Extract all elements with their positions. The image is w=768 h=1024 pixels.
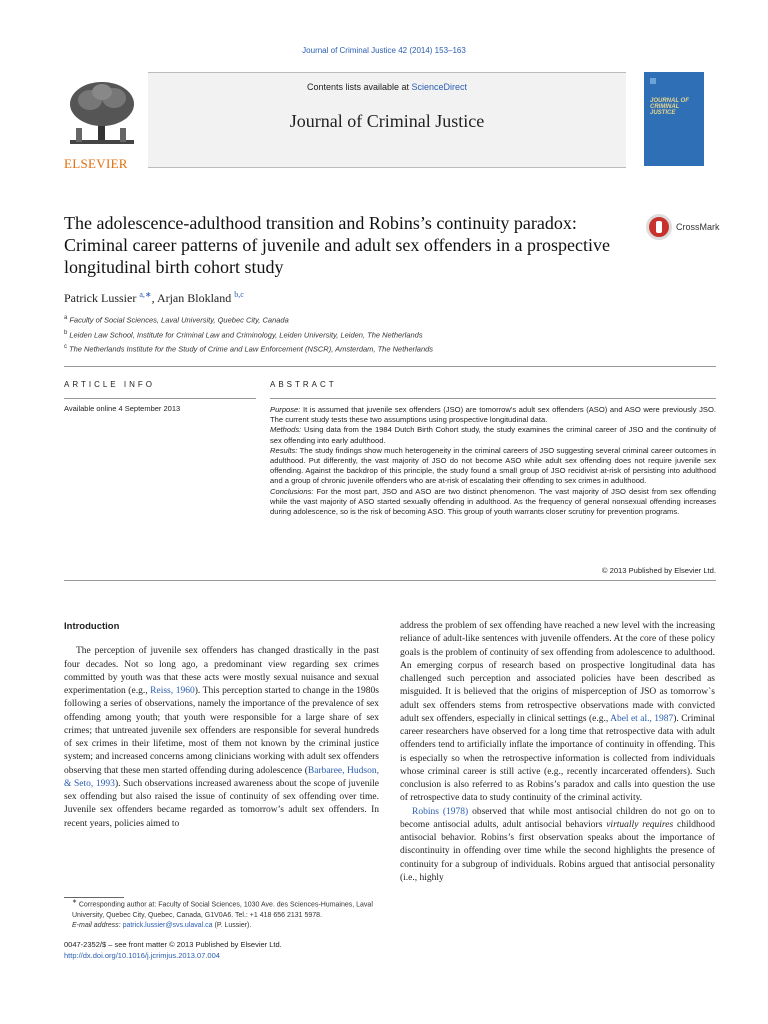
affiliation-marker: c	[64, 344, 67, 350]
email-label: E-mail address:	[72, 922, 123, 930]
abstract-text: The study findings show much heterogeneity in the criminal careers of JSO suggesting several criminal career outcomes in adulthood. Put differently, the vast majority of JSO do not become ASO while adult sex offending does not require juvenile sex offending. Against the backdrop of this principle, the study found a small group of JSO recidivist at-risk of persisting into adulthood and a group of chronic juvenile offenders who are at-risk of escalating their offending to sex crimes in adulthood.	[270, 445, 716, 486]
contents-line	[148, 82, 626, 92]
author-name: Arjan Blokland	[156, 291, 235, 305]
crossmark-label: CrossMark	[676, 222, 720, 232]
abstract-heading: ABSTRACT	[270, 380, 337, 389]
body-paragraph	[400, 620, 715, 806]
footnote-email	[64, 921, 379, 932]
author-name: Patrick Lussier	[64, 291, 140, 305]
abstract-text: For the most part, JSO and ASO are two distinct phenomenon. The vast majority of JSO desist from sex offending while the vast majority of ASO started sexually offending in adulthood. As the frequency of general nonsexual offending increases during adolescence, so is the risk of becoming ASO. This group of youth warrants closer scrutiny for prevention programs.	[270, 486, 716, 517]
email-suffix: (P. Lussier).	[212, 922, 252, 930]
journal-masthead	[62, 72, 705, 170]
available-online-date: Available online 4 September 2013	[64, 404, 181, 413]
body-text: address the problem of sex offending have reached a new level with the increasing reliance of adult-like sentences with juvenile offenders. At the core of these policy goals is the problem of continuity of sex offending from adolescence to adulthood. An emerging corpus of research based on prospective longitudinal data has challenged such perception and associated policies have been described as misguided. It is believed that the origins of misperception of JSO as tomorrow`s adult sex offenders stems from retrospective observations made with convicted adult sex offenders, especially in clinical settings (e.g.,	[400, 621, 715, 724]
abstract-label: Conclusions:	[270, 486, 314, 496]
abstract-text: It is assumed that juvenile sex offenders (JSO) are tomorrow's adult sex offenders (ASO) and ASO were previously JSO. The current study tests these two assumptions using prospective longitudinal data.	[270, 405, 716, 425]
divider	[270, 398, 716, 399]
author-list	[64, 290, 244, 306]
author-affiliation-link[interactable]: b,c	[234, 290, 244, 299]
footnote-marker: ∗	[72, 899, 77, 905]
citation-link[interactable]: Abel et al., 1987	[610, 713, 674, 724]
affiliation-text: Faculty of Social Sciences, Laval University, Quebec City, Canada	[69, 315, 289, 325]
body-column-left	[64, 620, 379, 831]
issn-line: 0047-2352/$ – see front matter © 2013 Published by Elsevier Ltd.	[64, 940, 282, 949]
citation-link[interactable]: Barbaree, Hudson, & Seto, 1993	[64, 765, 379, 789]
abstract-copyright: © 2013 Published by Elsevier Ltd.	[601, 566, 716, 575]
divider	[64, 398, 256, 399]
affiliation-item	[64, 327, 433, 342]
cover-title: JOURNAL OF CRIMINAL JUSTICE	[650, 98, 689, 116]
crossmark-icon	[646, 214, 672, 240]
body-text: The perception of juvenile sex offenders has changed drastically in the past four decades. Not so long ago, a predominant view regarding sex crimes committed by youth was that these acts were mostly sexual nuisance and sexual experimentation (e.g.,	[64, 646, 379, 696]
section-heading: Introduction	[64, 621, 120, 632]
footnote-text	[64, 897, 379, 921]
affiliation-text: Leiden Law School, Institute for Criminal Law and Criminology, Leiden University, Leiden, The Netherlands	[69, 330, 423, 339]
affiliation-text: The Netherlands Institute for the Study of Crime and Law Enforcement (NSCR), Amsterdam, The Netherlands	[69, 344, 434, 354]
doi-link[interactable]: http://dx.doi.org/10.1016/j.jcrimjus.2013.07.004	[64, 950, 220, 960]
abstract-text: Using data from the 1984 Dutch Birth Cohort study, the study examines the criminal career of JSO and the continuity of sex offending into early adulthood.	[270, 425, 716, 445]
body-text: ). Criminal career researchers have observed for a long time that retrospective data with adult offenders tend to artificially inflate the importance of continuity in offending. This is especially so when the retrospective information is collected from individuals whose criminal career is still active (e.g., recently incarcerated offenders). Such conclusion is also referred to as Robins’s paradox and calls into question the use of retrospective data to study continuity of the criminal activity.	[400, 713, 715, 804]
journal-header-box	[148, 72, 626, 168]
abstract-body	[270, 405, 716, 517]
body-text: observed that while most antisocial children do not go on to become antisocial adults, adult antisocial behaviors	[400, 806, 715, 830]
abstract-conclusions	[270, 487, 716, 518]
citation-link[interactable]: Robins (1978)	[412, 806, 469, 817]
email-link[interactable]: patrick.lussier@svs.ulaval.ca	[122, 922, 213, 930]
journal-citation-link[interactable]: Journal of Criminal Justice 42 (2014) 153–163	[302, 46, 466, 55]
journal-title: Journal of Criminal Justice	[289, 111, 485, 131]
elsevier-wordmark: ELSEVIER	[64, 156, 128, 171]
corresponding-author-footnote	[64, 897, 379, 932]
abstract-methods	[270, 425, 716, 445]
elsevier-logo	[62, 78, 142, 171]
body-text: childhood antisocial behavior. Robins’s first observation speaks about the importance of discontinuity in offending over time while the second highlights the presence of continuity for a subgroup of individuals. Robins argued that antisocial personality (i.e., highly	[400, 819, 715, 883]
body-column-right	[400, 620, 715, 885]
body-paragraph	[64, 645, 379, 831]
affiliations	[64, 312, 433, 356]
affiliation-item	[64, 312, 433, 327]
body-emphasis: virtually requires	[606, 819, 674, 830]
author-affiliation-link[interactable]: a,∗	[139, 290, 152, 299]
body-paragraph	[400, 806, 715, 886]
contents-prefix: Contents lists available at	[306, 82, 412, 92]
affiliation-item	[64, 341, 433, 356]
footnote-body: Corresponding author at: Faculty of Social Sciences, 1030 Ave. des Sciences-Humaines, Laval University, Quebec City, Quebec, Canada, G1V0A6. Tel.: +1 418 656 2131 5978.	[72, 901, 373, 919]
crossmark-button[interactable]	[646, 214, 720, 244]
article-title: The adolescence-adulthood transition and Robins’s continuity paradox: Criminal career patterns of juvenile and adult sex offenders in a prospective longitudinal birth cohort study	[64, 213, 610, 277]
abstract-label: Purpose:	[270, 405, 301, 414]
abstract-results	[270, 446, 716, 487]
author-separator: ,	[151, 291, 157, 305]
citation-link[interactable]: Reiss, 1960	[150, 686, 195, 696]
issn-block	[64, 940, 282, 961]
body-text: ). Such observations increased awareness about the scope of juvenile sex offending but also raised the issue of continuity of sex offending over time. Juvenile sex offenders became regarded as tomorrow’s adult sex offenders. In recent years, policies aimed to	[64, 778, 379, 829]
cover-mark	[650, 78, 656, 84]
sciencedirect-link[interactable]: ScienceDirect	[411, 82, 468, 92]
affiliation-marker: b	[64, 329, 68, 336]
divider	[64, 580, 716, 581]
abstract-label: Results:	[270, 445, 298, 455]
abstract-purpose	[270, 405, 716, 425]
affiliation-marker: a	[64, 315, 68, 321]
divider	[64, 366, 716, 367]
article-info-heading: ARTICLE INFO	[64, 380, 155, 389]
abstract-label: Methods:	[270, 425, 302, 435]
body-text: ). This perception started to change in the 1980s following a series of observations, namely the importance of the prevalence of sex offending among youth; that youth were responsible for a large share of sex crimes; that untreated juvenile sex offenders are responsible for several hundreds of sex crimes in their lifetime, most of them not known by the criminal justice system; and increased concerns among clinicians working with adult sex offenders observing that these men started offending during adolescence (	[64, 686, 380, 776]
journal-cover	[644, 72, 704, 166]
